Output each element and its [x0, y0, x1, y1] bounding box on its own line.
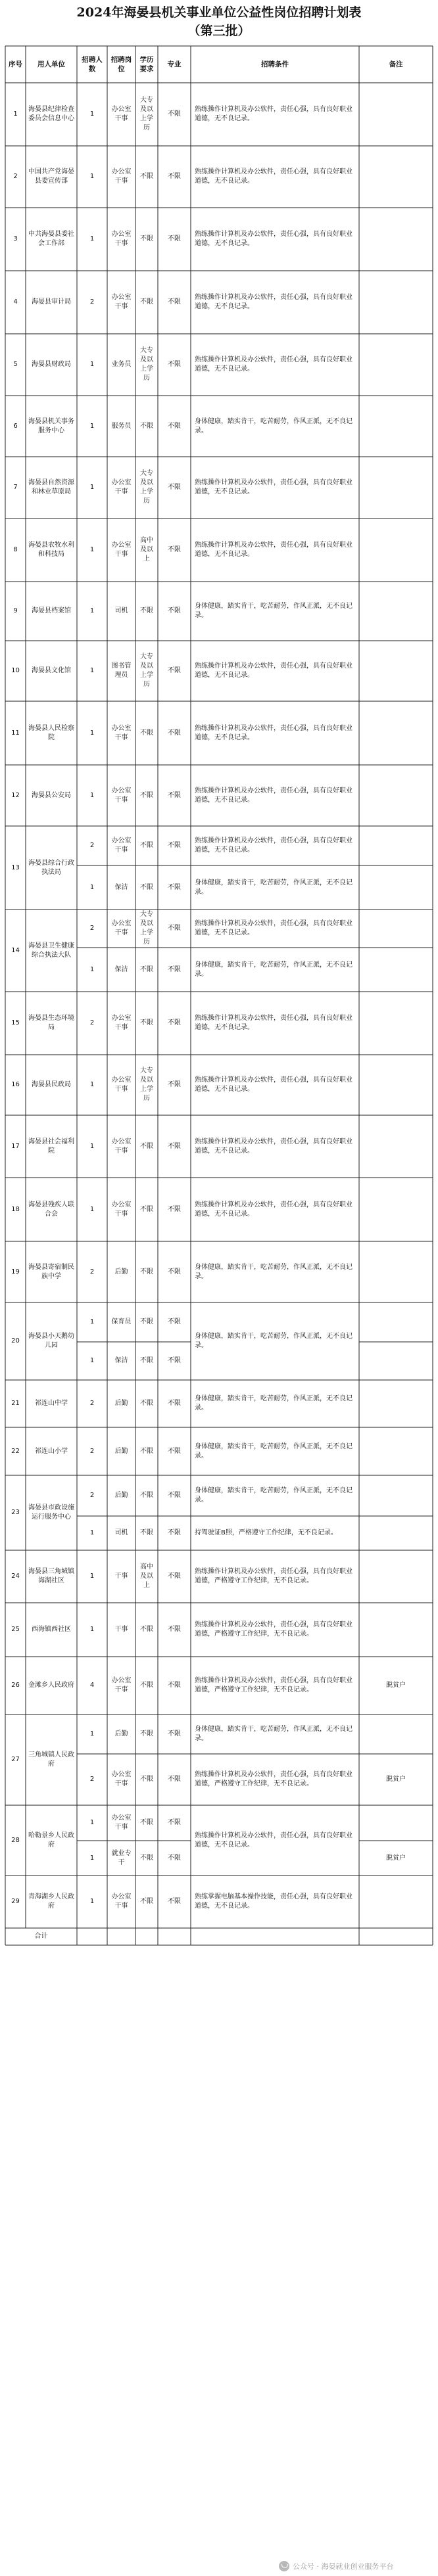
title-line-2: （第三批） — [187, 24, 251, 38]
position-title: 图书管理员 — [111, 662, 132, 679]
position-count: 2 — [89, 1447, 95, 1455]
notes-text — [359, 909, 433, 948]
row-index: 17 — [11, 1142, 20, 1150]
major-requirement: 不限 — [168, 546, 181, 553]
major-requirement: 不限 — [168, 1019, 181, 1026]
requirements-text: 熟练操作计算机及办公软件，责任心强，具有良好职业道德，严格遵守工作纪律，无不良记录。 — [195, 1771, 353, 1787]
requirements-text: 熟练操作计算机及办公软件，责任心强，具有良好职业道德，无不良记录。 — [195, 1076, 353, 1093]
row-index: 4 — [13, 298, 18, 306]
row-index: 9 — [13, 607, 18, 614]
major-requirement: 不限 — [168, 1318, 181, 1325]
employer-name: 海晏县小天鹅幼儿园 — [28, 1333, 74, 1349]
position-count: 1 — [89, 1529, 95, 1536]
position-count: 1 — [89, 1357, 95, 1364]
major-requirement: 不限 — [168, 1205, 181, 1213]
employer-name: 海晏县档案馆 — [32, 607, 71, 614]
row-index: 11 — [11, 729, 20, 737]
major-requirement: 不限 — [168, 729, 181, 737]
position-title: 就业专干 — [111, 1849, 132, 1866]
position-count: 1 — [89, 1626, 95, 1633]
position-count: 1 — [89, 667, 95, 674]
major-requirement: 不限 — [168, 1573, 181, 1580]
position-count: 1 — [89, 607, 95, 614]
major-requirement: 不限 — [168, 173, 181, 180]
employer-name: 海晏县自然资源和林业草原局 — [28, 479, 74, 495]
education-requirement: 不限 — [140, 729, 153, 737]
row-index: 22 — [11, 1447, 20, 1455]
notes-text — [359, 1302, 433, 1342]
requirements-text: 熟练操作计算机及办公软件，责任心强，具有良好职业道德，无不良记录。 — [195, 1015, 353, 1031]
major-requirement: 不限 — [168, 1447, 181, 1455]
position-title: 后勤 — [114, 1447, 128, 1455]
employer-name: 西海镇西社区 — [32, 1626, 71, 1633]
education-requirement: 不限 — [140, 1142, 153, 1150]
requirements-text: 身体健康，踏实肯干，吃苦耐劳，作风正派，无不良记录。 — [195, 1263, 353, 1280]
position-count: 1 — [89, 965, 95, 973]
notes-text — [359, 1805, 433, 1841]
requirements-text: 身体健康，踏实肯干，吃苦耐劳，作风正派，无不良记录。 — [195, 961, 353, 978]
notes-text — [359, 948, 433, 992]
notes-text — [359, 1241, 433, 1302]
row-index: 2 — [13, 173, 18, 180]
employer-name: 金滩乡人民政府 — [28, 1682, 74, 1689]
position-count: 2 — [89, 925, 95, 932]
employer-name: 海晏县生态环境局 — [28, 1015, 74, 1031]
education-requirement: 不限 — [140, 1447, 153, 1455]
position-count: 1 — [89, 422, 95, 430]
position-title: 办公室干事 — [111, 787, 132, 804]
requirements-text: 身体健康，踏实肯干，吃苦耐劳，作风正派，无不良记录。 — [195, 1333, 353, 1349]
row-index: 3 — [13, 235, 18, 242]
position-count: 1 — [89, 1081, 95, 1088]
notes-text — [359, 701, 433, 765]
education-requirement: 大专及以上学历 — [140, 470, 153, 505]
major-requirement: 不限 — [168, 1626, 181, 1633]
watermark-text: 公众号 · 海晏就业创业服务平台 — [293, 2562, 394, 2571]
position-count: 1 — [89, 1898, 95, 1905]
requirements-text: 熟练操作计算机及办公软件，责任心强，具有良好职业道德，无不良记录。 — [195, 662, 353, 679]
requirements-text: 熟练操作计算机及办公软件，责任心强，具有良好职业道德，无不良记录。 — [195, 168, 353, 185]
position-title: 办公室干事 — [111, 231, 132, 247]
position-title: 办公室干事 — [111, 837, 132, 854]
position-title: 司机 — [114, 1529, 128, 1536]
employer-name: 三角城镇人民政府 — [28, 1751, 74, 1768]
major-requirement: 不限 — [168, 1357, 181, 1364]
row-index: 13 — [11, 863, 20, 871]
notes-text — [359, 271, 433, 334]
notes-text — [359, 457, 433, 518]
position-title: 保洁 — [114, 1357, 128, 1364]
education-requirement: 不限 — [140, 1898, 153, 1905]
header-employer: 用人单位 — [37, 60, 65, 68]
position-title: 办公室干事 — [111, 1138, 132, 1155]
major-requirement: 不限 — [168, 965, 181, 973]
row-index: 24 — [11, 1573, 20, 1580]
employer-name: 海晏县民政局 — [32, 1081, 71, 1088]
requirements-text: 熟练操作计算机及办公软件，责任心强，具有良好职业道德，无不良记录。 — [195, 356, 353, 373]
requirements-text: 身体健康，踏实肯干，吃苦耐劳，作风正派，无不良记录。 — [195, 1395, 353, 1412]
position-title: 办公室干事 — [111, 724, 132, 741]
position-count: 2 — [89, 1019, 95, 1026]
employer-name: 祁连山中学 — [35, 1400, 68, 1407]
employer-name: 海晏县审计局 — [32, 298, 71, 306]
employer-name: 海晏县纪律检查委员会信息中心 — [28, 106, 74, 122]
row-index: 29 — [11, 1898, 20, 1905]
position-title: 服务员 — [111, 422, 132, 430]
position-count: 2 — [89, 842, 95, 849]
requirements-text: 熟练操作计算机及办公软件，责任心强，具有良好职业道德，无不良记录。 — [195, 1138, 353, 1155]
position-title: 保洁 — [114, 965, 128, 973]
requirements-text: 熟练操作计算机及办公软件，责任心强，具有良好职业道德，严格遵守工作纪律，无不良记录。 — [195, 1621, 353, 1638]
position-title: 后勤 — [114, 1268, 128, 1276]
position-title: 司机 — [114, 607, 128, 614]
education-requirement: 不限 — [140, 1492, 153, 1499]
position-count: 1 — [89, 1142, 95, 1150]
row-index: 6 — [13, 422, 18, 430]
notes-text — [359, 1380, 433, 1427]
employer-name: 海晏县三角城镇海湖社区 — [28, 1568, 74, 1584]
position-count: 1 — [89, 235, 95, 242]
requirements-text: 熟练操作计算机及办公软件，责任心强，具有良好职业道德，无不良记录。 — [195, 294, 353, 310]
row-index: 26 — [11, 1682, 20, 1689]
row-index: 5 — [13, 361, 18, 368]
notes-text — [359, 865, 433, 909]
education-requirement: 不限 — [140, 1400, 153, 1407]
position-title: 后勤 — [114, 1730, 128, 1737]
position-title: 保育员 — [111, 1318, 132, 1325]
education-requirement: 不限 — [140, 235, 153, 242]
notes-text — [359, 765, 433, 826]
education-requirement: 不限 — [140, 1268, 153, 1276]
row-index: 16 — [11, 1081, 20, 1088]
employer-name: 海晏县人民检察院 — [28, 724, 74, 741]
notes-text: 脱贫户 — [386, 1776, 406, 1783]
notes-text — [359, 1342, 433, 1380]
education-requirement: 不限 — [140, 607, 153, 614]
notes-text — [359, 83, 433, 146]
position-count: 1 — [89, 729, 95, 737]
position-count: 1 — [89, 791, 95, 799]
requirements-text: 熟练操作计算机及办公软件，责任心强，具有良好职业道德，无不良记录。 — [195, 541, 353, 558]
notes-text — [359, 146, 433, 208]
position-count: 1 — [89, 110, 95, 118]
position-title: 办公室干事 — [111, 541, 132, 558]
header-notes: 备注 — [389, 60, 403, 68]
requirements-text: 熟练操作计算机及办公软件，责任心强，具有良好职业道德，严格遵守工作纪律，无不良记录。 — [195, 1677, 353, 1693]
requirements-text: 熟练掌握电脑基本操作技能，责任心强，具有良好职业道德，无不良记录。 — [195, 1893, 353, 1910]
education-requirement: 不限 — [140, 1730, 153, 1737]
row-index: 25 — [11, 1626, 20, 1633]
position-count: 1 — [89, 1854, 95, 1862]
employer-name: 祁连山小学 — [35, 1447, 68, 1455]
notes-text — [359, 992, 433, 1055]
education-requirement: 大专及以上学历 — [140, 911, 153, 946]
position-count: 1 — [89, 484, 95, 491]
major-requirement: 不限 — [168, 235, 181, 242]
requirements-text: 熟练操作计算机及办公软件，责任心强，具有良好职业道德，无不良记录。 — [195, 231, 353, 247]
education-requirement: 高中及以上 — [140, 1563, 153, 1589]
row-index: 8 — [13, 546, 18, 553]
major-requirement: 不限 — [168, 925, 181, 932]
position-count: 1 — [89, 883, 95, 891]
major-requirement: 不限 — [168, 883, 181, 891]
requirements-text: 熟练操作计算机及办公软件，责任心强，具有良好职业道德，无不良记录。 — [195, 724, 353, 741]
row-index: 7 — [13, 484, 18, 491]
notes-text — [359, 1427, 433, 1475]
row-index: 15 — [11, 1019, 20, 1026]
wechat-icon — [279, 2561, 289, 2571]
header-index: 序号 — [9, 60, 22, 68]
row-index: 27 — [11, 1756, 20, 1763]
notes-text — [359, 826, 433, 865]
employer-name: 海晏县机关事务服务中心 — [28, 417, 74, 434]
row-index: 20 — [11, 1337, 20, 1345]
notes-text — [359, 1115, 433, 1178]
notes-text — [359, 1550, 433, 1603]
education-requirement: 大专及以上学历 — [140, 97, 153, 131]
position-title: 办公室干事 — [111, 1201, 132, 1218]
requirements-text: 熟练操作计算机及办公软件，责任心强，具有良好职业道德，无不良记录。 — [195, 787, 353, 804]
major-requirement: 不限 — [168, 842, 181, 849]
education-requirement: 不限 — [140, 1819, 153, 1826]
notes-text — [359, 1178, 433, 1241]
row-index: 21 — [11, 1400, 20, 1407]
position-title: 后勤 — [114, 1400, 128, 1407]
employer-name: 海晏县公安局 — [32, 791, 71, 799]
position-title: 办公室干事 — [111, 106, 132, 122]
employer-name: 中国共产党海晏县委宣传部 — [28, 168, 74, 185]
major-requirement: 不限 — [168, 1142, 181, 1150]
education-requirement: 大专及以上学历 — [140, 653, 153, 688]
education-requirement: 不限 — [140, 1854, 153, 1862]
requirements-text: 熟练操作计算机及办公软件，责任心强，具有良好职业道德，无不良记录。 — [195, 1201, 353, 1218]
position-count: 2 — [89, 1776, 95, 1783]
notes-text — [359, 1875, 433, 1928]
major-requirement: 不限 — [168, 1819, 181, 1826]
education-requirement: 不限 — [140, 842, 153, 849]
position-count: 1 — [89, 546, 95, 553]
requirements-text: 熟练操作计算机及办公软件，责任心强，具有良好职业道德，无不良记录。 — [195, 837, 353, 854]
major-requirement: 不限 — [168, 484, 181, 491]
major-requirement: 不限 — [168, 667, 181, 674]
major-requirement: 不限 — [168, 298, 181, 306]
notes-text — [359, 1714, 433, 1754]
position-count: 1 — [89, 1573, 95, 1580]
position-title: 办公室干事 — [111, 1677, 132, 1693]
row-index: 19 — [11, 1268, 20, 1276]
major-requirement: 不限 — [168, 1898, 181, 1905]
education-requirement: 不限 — [140, 1357, 153, 1364]
education-requirement: 不限 — [140, 791, 153, 799]
row-index: 10 — [11, 667, 20, 674]
total-label: 合计 — [34, 1933, 48, 1940]
requirements-text: 熟练操作计算机及办公软件，责任心强，具有良好职业道德，无不良记录。 — [195, 106, 353, 122]
requirements-text: 身体健康，踏实肯干，吃苦耐劳，作风正派，无不良记录。 — [195, 417, 353, 434]
major-requirement: 不限 — [168, 1854, 181, 1862]
position-title: 办公室干事 — [111, 294, 132, 310]
requirements-text: 熟练操作计算机及办公软件，责任心强，具有良好职业道德，无不良记录。 — [195, 479, 353, 495]
requirements-text: 身体健康，踏实肯干，吃苦耐劳，作风正派，无不良记录。 — [195, 1487, 353, 1504]
watermark — [279, 2559, 437, 2573]
education-requirement: 不限 — [140, 883, 153, 891]
education-requirement: 不限 — [140, 1776, 153, 1783]
education-requirement: 不限 — [140, 1626, 153, 1633]
position-title: 办公室干事 — [111, 1076, 132, 1093]
notes-text — [359, 582, 433, 641]
major-requirement: 不限 — [168, 1730, 181, 1737]
employer-name: 海晏县卫生健康综合执法大队 — [28, 942, 74, 959]
position-count: 2 — [89, 298, 95, 306]
education-requirement: 不限 — [140, 1019, 153, 1026]
major-requirement: 不限 — [168, 1400, 181, 1407]
major-requirement: 不限 — [168, 1682, 181, 1689]
position-title: 办公室干事 — [111, 479, 132, 495]
position-title: 办公室干事 — [111, 1814, 132, 1831]
education-requirement: 不限 — [140, 1529, 153, 1536]
position-title: 保洁 — [114, 883, 128, 891]
notes-text — [359, 641, 433, 701]
position-title: 办公室干事 — [111, 920, 132, 936]
employer-name: 海晏县综合行政执法局 — [28, 859, 74, 876]
major-requirement: 不限 — [168, 791, 181, 799]
requirements-text: 熟练操作计算机及办公软件，责任心强，具有良好职业道德，无不良记录。 — [195, 920, 353, 936]
row-index: 18 — [11, 1205, 20, 1213]
education-requirement: 不限 — [140, 965, 153, 973]
education-requirement: 不限 — [140, 1682, 153, 1689]
position-title: 干事 — [114, 1626, 128, 1633]
requirements-text: 身体健康，踏实肯干，吃苦耐劳，作风正派，无不良记录。 — [195, 1442, 353, 1460]
employer-name: 海晏县文化馆 — [32, 667, 71, 674]
education-requirement: 大专及以上学历 — [140, 347, 153, 382]
row-index: 1 — [13, 110, 18, 118]
position-count: 1 — [89, 1318, 95, 1325]
row-index: 23 — [11, 1509, 20, 1516]
employer-name: 哈勒景乡人民政府 — [28, 1831, 74, 1849]
requirements-text: 熟练操作计算机及办公软件，责任心强，具有良好职业道德，严格遵守工作纪律，无不良记录。 — [195, 1568, 353, 1584]
row-index: 28 — [11, 1836, 20, 1844]
notes-text — [359, 334, 433, 396]
position-count: 2 — [89, 1268, 95, 1276]
notes-text — [359, 1516, 433, 1550]
education-requirement: 不限 — [140, 298, 153, 306]
education-requirement: 大专及以上学历 — [140, 1067, 153, 1102]
requirements-text: 熟练操作计算机及办公软件，责任心强，具有良好职业道德，无不良记录。 — [195, 1831, 353, 1849]
notes-text — [359, 518, 433, 582]
notes-text — [359, 1603, 433, 1657]
notes-text — [359, 396, 433, 457]
position-count: 1 — [89, 361, 95, 368]
notes-text: 脱贫户 — [386, 1854, 406, 1862]
position-title: 办公室干事 — [111, 1015, 132, 1031]
row-index: 14 — [11, 946, 20, 954]
position-count: 4 — [89, 1682, 95, 1689]
employer-name: 海晏县农牧水利和科技局 — [28, 541, 74, 558]
major-requirement: 不限 — [168, 1776, 181, 1783]
header-education: 学历要求 — [139, 56, 154, 73]
requirements-text: 持驾驶证B照，严格遵守工作纪律，无不良记录。 — [195, 1529, 337, 1536]
requirements-text: 身体健康，踏实肯干，吃苦耐劳，作风正派，无不良记录。 — [195, 879, 353, 896]
employer-name: 青海湖乡人民政府 — [28, 1893, 74, 1910]
notes-text — [359, 1475, 433, 1516]
position-title: 办公室干事 — [111, 1893, 132, 1910]
major-requirement: 不限 — [168, 1492, 181, 1499]
major-requirement: 不限 — [168, 1081, 181, 1088]
major-requirement: 不限 — [168, 422, 181, 430]
position-title: 办公室干事 — [111, 1771, 132, 1787]
education-requirement: 不限 — [140, 1205, 153, 1213]
position-title: 后勤 — [114, 1492, 128, 1499]
header-post: 招聘岗位 — [110, 56, 132, 73]
title-line-1: 2024年海晏县机关事业单位公益性岗位招聘计划表 — [76, 5, 362, 20]
major-requirement: 不限 — [168, 607, 181, 614]
header-requirements: 招聘条件 — [261, 60, 289, 68]
major-requirement: 不限 — [168, 1529, 181, 1536]
education-requirement: 不限 — [140, 173, 153, 180]
position-count: 1 — [89, 173, 95, 180]
major-requirement: 不限 — [168, 1268, 181, 1276]
education-requirement: 高中及以上 — [140, 537, 153, 563]
position-title: 办公室干事 — [111, 168, 132, 185]
position-title: 业务员 — [111, 361, 132, 368]
education-requirement: 不限 — [140, 1318, 153, 1325]
header-major: 专业 — [167, 60, 182, 68]
row-index: 12 — [11, 791, 20, 799]
employer-name: 海晏县财政局 — [32, 361, 71, 368]
employer-name: 海晏县寄宿制民族中学 — [28, 1263, 74, 1280]
employer-name: 海晏县残疾人联合会 — [28, 1201, 74, 1218]
requirements-text: 身体健康，踏实肯干，吃苦耐劳，作风正派，无不良记录。 — [195, 1726, 353, 1742]
position-count: 1 — [89, 1205, 95, 1213]
position-count: 1 — [89, 1819, 95, 1826]
position-count: 2 — [89, 1492, 95, 1499]
header-count: 招聘人数 — [82, 56, 103, 73]
employer-name: 中共海晏县委社会工作部 — [28, 231, 74, 247]
employer-name: 海晏县市政设施运行服务中心 — [28, 1504, 74, 1521]
employer-name: 海晏县社会福利院 — [28, 1138, 74, 1155]
notes-text: 脱贫户 — [386, 1682, 406, 1689]
major-requirement: 不限 — [168, 110, 181, 118]
education-requirement: 不限 — [140, 422, 153, 430]
position-count: 1 — [89, 1730, 95, 1737]
position-title: 干事 — [114, 1573, 128, 1580]
notes-text — [359, 1055, 433, 1115]
position-count: 2 — [89, 1400, 95, 1407]
major-requirement: 不限 — [168, 361, 181, 368]
requirements-text: 身体健康，踏实肯干，吃苦耐劳，作风正派，无不良记录。 — [195, 603, 353, 619]
notes-text — [359, 208, 433, 271]
